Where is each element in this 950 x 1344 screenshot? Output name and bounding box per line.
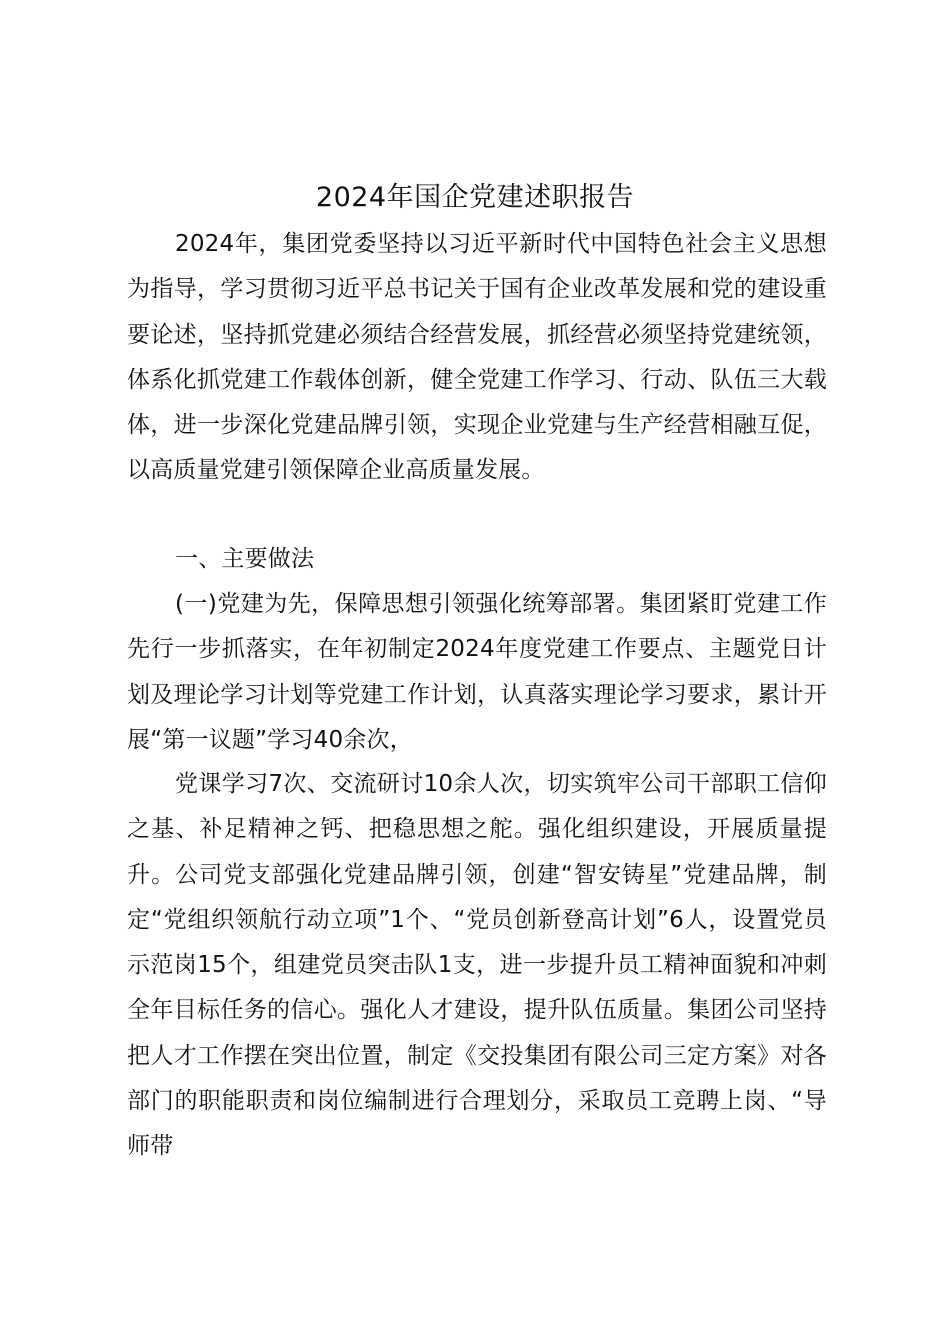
section-paragraph-continued: 党课学习7次、交流研讨10余人次，切实筑牢公司干部职工信仰之基、补足精神之钙、把稳思想之舵。强化组织建设，开展质量提升。公司党支部强化党建品牌引领，创建“智安铸星”党建品牌，制定“党组织领航行动立项”1个、“党员创新登高计划”6人，设置党员示范岗15个，组建党员突击队1支，进一步提升员工精神面貌和冲刺全年目标任务的信心。强化人才建设，提升队伍质量。集团公司坚持把人才工作摆在突出位置，制定《交投集团有限公司三定方案》对各部门的职能职责和岗位编制进行合理划分，采取员工竞聘上岗、“导师带 <box>127 771 827 1160</box>
section-heading: 一、主要做法 <box>175 546 315 572</box>
section-paragraph: (一)党建为先，保障思想引领强化统筹部署。集团紧盯党建工作先行一步抓落实，在年初制定2024年度党建工作要点、主题党日计划及理论学习计划等党建工作计划，认真落实理论学习要求，累计开展“第一议题”学习40余次， <box>127 591 827 753</box>
document-title: 2024年国企党建述职报告 <box>315 182 635 213</box>
intro-paragraph: 2024年，集团党委坚持以习近平新时代中国特色社会主义思想为指导，学习贯彻习近平总书记关于国有企业改革发展和党的建设重要论述，坚持抓党建必须结合经营发展，抓经营必须坚持党建统领，体系化抓党建工作载体创新，健全党建工作学习、行动、队伍三大载体，进一步深化党建品牌引领，实现企业党建与生产经营相融互促，以高质量党建引领保障企业高质量发展。 <box>127 231 827 484</box>
